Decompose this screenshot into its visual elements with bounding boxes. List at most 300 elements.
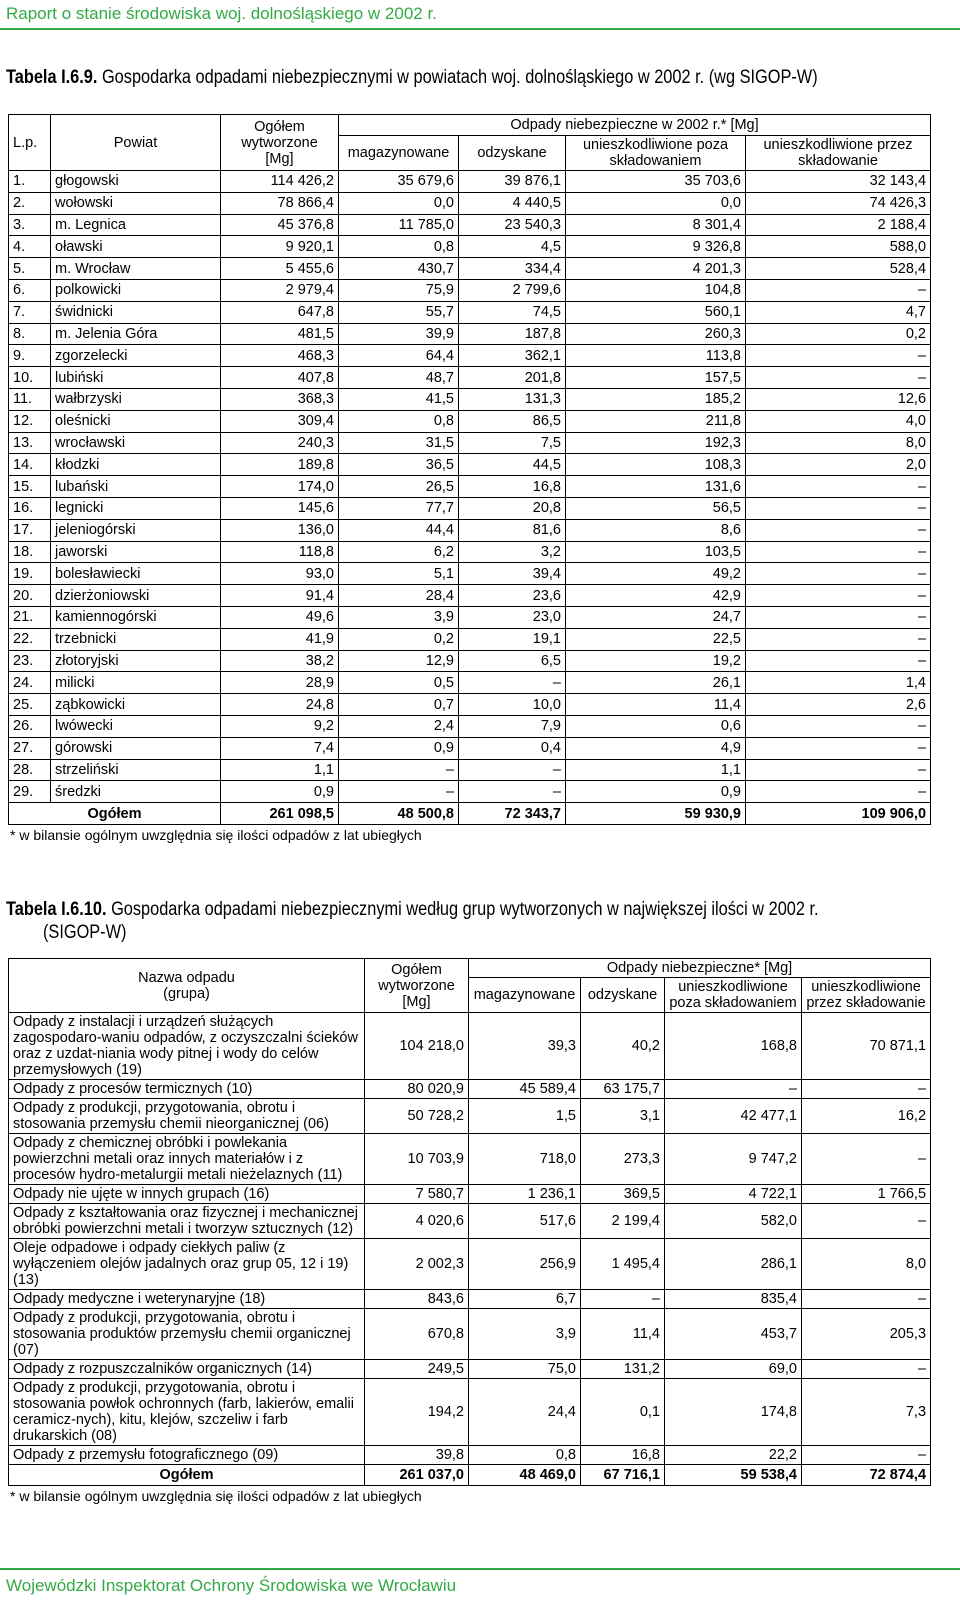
powiat-name: jaworski xyxy=(51,541,221,563)
value-cell: 194,2 xyxy=(365,1379,469,1446)
value-cell: 260,3 xyxy=(566,323,746,345)
table1-header-col: unieszkodliwione przez składowanie xyxy=(746,136,931,171)
value-cell: 835,4 xyxy=(665,1290,802,1309)
value-cell: 48,7 xyxy=(339,367,459,389)
powiat-name: lwówecki xyxy=(51,715,221,737)
page-footer-text: Wojewódzki Inspektorat Ochrony Środowiska we Wrocławiu xyxy=(6,1576,457,1595)
value-cell: 1,1 xyxy=(566,759,746,781)
value-cell: 2 188,4 xyxy=(746,214,931,236)
value-cell: 407,8 xyxy=(221,367,339,389)
value-cell: 35 703,6 xyxy=(566,171,746,193)
value-cell: 23,6 xyxy=(459,585,566,607)
value-cell: 2,4 xyxy=(339,715,459,737)
powiat-name: wałbrzyski xyxy=(51,388,221,410)
value-cell: – xyxy=(746,541,931,563)
row-number: 2. xyxy=(9,192,51,214)
value-cell: 670,8 xyxy=(365,1309,469,1360)
value-cell: 5 455,6 xyxy=(221,258,339,280)
value-cell: 168,8 xyxy=(665,1013,802,1080)
value-cell: 63 175,7 xyxy=(581,1080,665,1099)
value-cell: 42,9 xyxy=(566,585,746,607)
table2-title: Gospodarka odpadami niebezpiecznymi według grup wytworzonych w największej ilości w 2002 r. xyxy=(111,899,819,920)
total-label: Ogółem xyxy=(9,1465,365,1486)
row-number: 29. xyxy=(9,781,51,803)
value-cell: 39,3 xyxy=(469,1013,581,1080)
page-footer xyxy=(0,1568,960,1602)
table-row xyxy=(9,258,931,280)
waste-name: Odpady medyczne i weterynaryjne (18) xyxy=(9,1290,365,1309)
value-cell: 157,5 xyxy=(566,367,746,389)
table-row xyxy=(9,650,931,672)
table1-header-ogolem: Ogółem wytworzone [Mg] xyxy=(221,115,339,171)
total-value: 59 930,9 xyxy=(566,803,746,825)
powiat-name: kamiennogórski xyxy=(51,606,221,628)
value-cell: 2,0 xyxy=(746,454,931,476)
value-cell: 0,6 xyxy=(566,715,746,737)
row-number: 18. xyxy=(9,541,51,563)
value-cell: 16,8 xyxy=(581,1446,665,1465)
value-cell: – xyxy=(665,1080,802,1099)
waste-name: Odpady z kształtowania oraz fizycznej i mechanicznej obróbki powierzchni metali i tworzyw sztucznych (12) xyxy=(9,1204,365,1239)
value-cell: 131,3 xyxy=(459,388,566,410)
table1-header-col: magazynowane xyxy=(339,136,459,171)
total-value: 48 469,0 xyxy=(469,1465,581,1486)
value-cell: 11 785,0 xyxy=(339,214,459,236)
value-cell: 1,4 xyxy=(746,672,931,694)
powiat-name: polkowicki xyxy=(51,279,221,301)
powiat-name: oławski xyxy=(51,236,221,258)
value-cell: 174,0 xyxy=(221,476,339,498)
value-cell: 4,0 xyxy=(746,410,931,432)
waste-name: Odpady z instalacji i urządzeń służących zagospodaro-waniu odpadów, z oczyszczalni ścieków oraz z uzdat-niania wody pitnej i wody do celów przemysłowych (19) xyxy=(9,1013,365,1080)
table1-header-powiat: Powiat xyxy=(51,115,221,171)
table-row xyxy=(9,1185,931,1204)
value-cell: 86,5 xyxy=(459,410,566,432)
waste-name: Odpady z produkcji, przygotowania, obrotu i stosowania przemysłu chemii nieorganicznej (06) xyxy=(9,1099,365,1134)
row-number: 8. xyxy=(9,323,51,345)
value-cell: 44,4 xyxy=(339,519,459,541)
row-number: 4. xyxy=(9,236,51,258)
value-cell: 49,2 xyxy=(566,563,746,585)
value-cell: 9 920,1 xyxy=(221,236,339,258)
value-cell: 1 495,4 xyxy=(581,1239,665,1290)
value-cell: 7,3 xyxy=(802,1379,931,1446)
value-cell: 26,5 xyxy=(339,476,459,498)
table-row xyxy=(9,781,931,803)
value-cell: 481,5 xyxy=(221,323,339,345)
value-cell: 28,9 xyxy=(221,672,339,694)
value-cell: – xyxy=(746,519,931,541)
value-cell: – xyxy=(459,672,566,694)
value-cell: 647,8 xyxy=(221,301,339,323)
row-number: 20. xyxy=(9,585,51,607)
value-cell: 113,8 xyxy=(566,345,746,367)
value-cell: 211,8 xyxy=(566,410,746,432)
value-cell: 286,1 xyxy=(665,1239,802,1290)
value-cell: – xyxy=(802,1080,931,1099)
value-cell: 103,5 xyxy=(566,541,746,563)
value-cell: – xyxy=(802,1290,931,1309)
value-cell: 4 020,6 xyxy=(365,1204,469,1239)
footer-rule xyxy=(0,1568,960,1570)
table-row xyxy=(9,497,931,519)
waste-name: Odpady z chemicznej obróbki i powlekania powierzchni metali oraz innych materiałów i z procesów hydro-metalurgii metali nieżelaznych (11) xyxy=(9,1134,365,1185)
row-number: 3. xyxy=(9,214,51,236)
value-cell: 104 218,0 xyxy=(365,1013,469,1080)
table-total-row xyxy=(9,803,931,825)
table-row xyxy=(9,301,931,323)
value-cell: 19,2 xyxy=(566,650,746,672)
row-number: 21. xyxy=(9,606,51,628)
header-rule xyxy=(0,28,960,30)
table-row xyxy=(9,410,931,432)
powiat-name: jeleniogórski xyxy=(51,519,221,541)
value-cell: – xyxy=(459,759,566,781)
powiat-name: legnicki xyxy=(51,497,221,519)
value-cell: – xyxy=(746,650,931,672)
value-cell: 69,0 xyxy=(665,1360,802,1379)
value-cell: 453,7 xyxy=(665,1309,802,1360)
table1-header-group: Odpady niebezpieczne w 2002 r.* [Mg] xyxy=(339,115,931,136)
value-cell: 201,8 xyxy=(459,367,566,389)
value-cell: 189,8 xyxy=(221,454,339,476)
value-cell: 0,8 xyxy=(469,1446,581,1465)
value-cell: 2 199,4 xyxy=(581,1204,665,1239)
value-cell: 23,0 xyxy=(459,606,566,628)
value-cell: – xyxy=(746,606,931,628)
table-row xyxy=(9,171,931,193)
row-number: 17. xyxy=(9,519,51,541)
row-number: 13. xyxy=(9,432,51,454)
value-cell: 560,1 xyxy=(566,301,746,323)
value-cell: 205,3 xyxy=(802,1309,931,1360)
powiat-name: m. Jelenia Góra xyxy=(51,323,221,345)
value-cell: – xyxy=(802,1134,931,1185)
value-cell: – xyxy=(746,345,931,367)
table-row xyxy=(9,672,931,694)
value-cell: 0,5 xyxy=(339,672,459,694)
table1-label: Tabela I.6.9. xyxy=(6,67,98,88)
value-cell: 0,2 xyxy=(746,323,931,345)
table-row xyxy=(9,585,931,607)
value-cell: – xyxy=(802,1360,931,1379)
total-value: 48 500,8 xyxy=(339,803,459,825)
table-row xyxy=(9,737,931,759)
table2-caption xyxy=(6,898,819,944)
value-cell: 41,5 xyxy=(339,388,459,410)
value-cell: 131,6 xyxy=(566,476,746,498)
value-cell: 4,9 xyxy=(566,737,746,759)
value-cell: 4 201,3 xyxy=(566,258,746,280)
table1 xyxy=(8,114,931,825)
value-cell: 1,5 xyxy=(469,1099,581,1134)
value-cell: 2 002,3 xyxy=(365,1239,469,1290)
value-cell: 7,4 xyxy=(221,737,339,759)
value-cell: 6,5 xyxy=(459,650,566,672)
value-cell: 104,8 xyxy=(566,279,746,301)
value-cell: 38,2 xyxy=(221,650,339,672)
powiat-name: m. Legnica xyxy=(51,214,221,236)
value-cell: – xyxy=(746,759,931,781)
value-cell: 81,6 xyxy=(459,519,566,541)
value-cell: 249,5 xyxy=(365,1360,469,1379)
row-number: 15. xyxy=(9,476,51,498)
value-cell: – xyxy=(746,715,931,737)
table1-title: Gospodarka odpadami niebezpiecznymi w powiatach woj. dolnośląskiego w 2002 r. (wg SIGOP-W) xyxy=(101,67,818,88)
value-cell: 39,9 xyxy=(339,323,459,345)
table-row xyxy=(9,628,931,650)
value-cell: – xyxy=(746,585,931,607)
powiat-name: złotoryjski xyxy=(51,650,221,672)
powiat-name: bolesławiecki xyxy=(51,563,221,585)
total-label: Ogółem xyxy=(9,803,221,825)
value-cell: 843,6 xyxy=(365,1290,469,1309)
powiat-name: kłodzki xyxy=(51,454,221,476)
powiat-name: milicki xyxy=(51,672,221,694)
total-value: 72 874,4 xyxy=(802,1465,931,1486)
value-cell: 3,2 xyxy=(459,541,566,563)
value-cell: – xyxy=(746,279,931,301)
value-cell: 91,4 xyxy=(221,585,339,607)
value-cell: 0,0 xyxy=(566,192,746,214)
row-number: 6. xyxy=(9,279,51,301)
waste-name: Odpady z rozpuszczalników organicznych (14) xyxy=(9,1360,365,1379)
table2-header-col: odzyskane xyxy=(581,978,665,1013)
powiat-name: strzeliński xyxy=(51,759,221,781)
value-cell: 2 799,6 xyxy=(459,279,566,301)
total-value: 109 906,0 xyxy=(746,803,931,825)
value-cell: 56,5 xyxy=(566,497,746,519)
waste-name: Odpady z produkcji, przygotowania, obrotu i stosowania powłok ochronnych (farb, lakierów, emalii ceramicz-nych), kitu, klejów, szczeliw i farb drukarskich (08) xyxy=(9,1379,365,1446)
table-row xyxy=(9,1013,931,1080)
table-row xyxy=(9,541,931,563)
row-number: 19. xyxy=(9,563,51,585)
value-cell: 74,5 xyxy=(459,301,566,323)
table-row xyxy=(9,606,931,628)
value-cell: 8,6 xyxy=(566,519,746,541)
total-value: 67 716,1 xyxy=(581,1465,665,1486)
value-cell: 2,6 xyxy=(746,694,931,716)
value-cell: 588,0 xyxy=(746,236,931,258)
table1-header-col: odzyskane xyxy=(459,136,566,171)
table2-header-col: unieszkodliwione poza składowaniem xyxy=(665,978,802,1013)
total-value: 59 538,4 xyxy=(665,1465,802,1486)
value-cell: 75,0 xyxy=(469,1360,581,1379)
powiat-name: zgorzelecki xyxy=(51,345,221,367)
value-cell: 74 426,3 xyxy=(746,192,931,214)
value-cell: 4 722,1 xyxy=(665,1185,802,1204)
powiat-name: średzki xyxy=(51,781,221,803)
value-cell: – xyxy=(581,1290,665,1309)
value-cell: 9 747,2 xyxy=(665,1134,802,1185)
table2-header-group: Odpady niebezpieczne* [Mg] xyxy=(469,959,931,978)
value-cell: 64,4 xyxy=(339,345,459,367)
value-cell: 40,2 xyxy=(581,1013,665,1080)
value-cell: 192,3 xyxy=(566,432,746,454)
table2 xyxy=(8,958,931,1486)
table-row xyxy=(9,1080,931,1099)
total-value: 72 343,7 xyxy=(459,803,566,825)
row-number: 14. xyxy=(9,454,51,476)
table2-footnote: * w bilansie ogólnym uwzględnia się ilości odpadów z lat ubiegłych xyxy=(10,1488,422,1504)
value-cell: 39,8 xyxy=(365,1446,469,1465)
table-row xyxy=(9,1379,931,1446)
value-cell: 256,9 xyxy=(469,1239,581,1290)
value-cell: 24,7 xyxy=(566,606,746,628)
value-cell: 118,8 xyxy=(221,541,339,563)
table-row xyxy=(9,519,931,541)
value-cell: – xyxy=(339,759,459,781)
value-cell: – xyxy=(339,781,459,803)
value-cell: 0,8 xyxy=(339,410,459,432)
table-row xyxy=(9,1309,931,1360)
value-cell: 240,3 xyxy=(221,432,339,454)
value-cell: 77,7 xyxy=(339,497,459,519)
value-cell: 3,9 xyxy=(469,1309,581,1360)
value-cell: 334,4 xyxy=(459,258,566,280)
table-row xyxy=(9,432,931,454)
value-cell: 0,9 xyxy=(339,737,459,759)
waste-name: Odpady nie ujęte w innych grupach (16) xyxy=(9,1185,365,1204)
value-cell: 3,9 xyxy=(339,606,459,628)
powiat-name: oleśnicki xyxy=(51,410,221,432)
table1-caption xyxy=(6,66,818,89)
waste-name: Oleje odpadowe i odpady ciekłych paliw (z wyłączeniem olejów jadalnych oraz grup 05, 12 i 19) (13) xyxy=(9,1239,365,1290)
value-cell: 28,4 xyxy=(339,585,459,607)
value-cell: 6,2 xyxy=(339,541,459,563)
value-cell: 31,5 xyxy=(339,432,459,454)
table-total-row xyxy=(9,1465,931,1486)
waste-name: Odpady z produkcji, przygotowania, obrotu i stosowania produktów przemysłu chemii organicznej (07) xyxy=(9,1309,365,1360)
value-cell: 582,0 xyxy=(665,1204,802,1239)
value-cell: 23 540,3 xyxy=(459,214,566,236)
total-value: 261 098,5 xyxy=(221,803,339,825)
waste-name: Odpady z przemysłu fotograficznego (09) xyxy=(9,1446,365,1465)
powiat-name: wołowski xyxy=(51,192,221,214)
table-row xyxy=(9,214,931,236)
value-cell: 108,3 xyxy=(566,454,746,476)
value-cell: 0,4 xyxy=(459,737,566,759)
powiat-name: ząbkowicki xyxy=(51,694,221,716)
table-row xyxy=(9,476,931,498)
value-cell: 114 426,2 xyxy=(221,171,339,193)
table-row xyxy=(9,236,931,258)
value-cell: 9 326,8 xyxy=(566,236,746,258)
table-row xyxy=(9,367,931,389)
value-cell: 430,7 xyxy=(339,258,459,280)
row-number: 7. xyxy=(9,301,51,323)
value-cell: 42 477,1 xyxy=(665,1099,802,1134)
value-cell: 39 876,1 xyxy=(459,171,566,193)
value-cell: 41,9 xyxy=(221,628,339,650)
value-cell: 32 143,4 xyxy=(746,171,931,193)
value-cell: 528,4 xyxy=(746,258,931,280)
value-cell: 55,7 xyxy=(339,301,459,323)
powiat-name: świdnicki xyxy=(51,301,221,323)
row-number: 9. xyxy=(9,345,51,367)
table2-title-cont: (SIGOP-W) xyxy=(42,922,127,943)
value-cell: – xyxy=(746,476,931,498)
value-cell: 4 440,5 xyxy=(459,192,566,214)
table-row xyxy=(9,454,931,476)
value-cell: 24,8 xyxy=(221,694,339,716)
value-cell: 44,5 xyxy=(459,454,566,476)
table-row xyxy=(9,1099,931,1134)
value-cell: 50 728,2 xyxy=(365,1099,469,1134)
value-cell: 10,0 xyxy=(459,694,566,716)
value-cell: 11,4 xyxy=(566,694,746,716)
value-cell: 16,8 xyxy=(459,476,566,498)
table2-header-col: unieszkodliwione przez składowanie xyxy=(802,978,931,1013)
value-cell: 0,9 xyxy=(566,781,746,803)
table-row xyxy=(9,1446,931,1465)
value-cell: 19,1 xyxy=(459,628,566,650)
powiat-name: górowski xyxy=(51,737,221,759)
value-cell: 1 236,1 xyxy=(469,1185,581,1204)
value-cell: 8,0 xyxy=(802,1239,931,1290)
value-cell: 468,3 xyxy=(221,345,339,367)
value-cell: 20,8 xyxy=(459,497,566,519)
value-cell: 0,2 xyxy=(339,628,459,650)
value-cell: – xyxy=(746,781,931,803)
value-cell: 362,1 xyxy=(459,345,566,367)
table-row xyxy=(9,192,931,214)
value-cell: 75,9 xyxy=(339,279,459,301)
value-cell: 10 703,9 xyxy=(365,1134,469,1185)
value-cell: 5,1 xyxy=(339,563,459,585)
value-cell: 9,2 xyxy=(221,715,339,737)
row-number: 25. xyxy=(9,694,51,716)
value-cell: 0,9 xyxy=(221,781,339,803)
value-cell: 6,7 xyxy=(469,1290,581,1309)
table-row xyxy=(9,345,931,367)
page-header xyxy=(0,0,960,34)
value-cell: 369,5 xyxy=(581,1185,665,1204)
value-cell: 368,3 xyxy=(221,388,339,410)
value-cell: 35 679,6 xyxy=(339,171,459,193)
value-cell: 273,3 xyxy=(581,1134,665,1185)
powiat-name: wrocławski xyxy=(51,432,221,454)
table-row xyxy=(9,1204,931,1239)
table-row xyxy=(9,323,931,345)
value-cell: 22,5 xyxy=(566,628,746,650)
value-cell: 1 766,5 xyxy=(802,1185,931,1204)
table2-header-col: magazynowane xyxy=(469,978,581,1013)
row-number: 1. xyxy=(9,171,51,193)
value-cell: 2 979,4 xyxy=(221,279,339,301)
table1-header-col: unieszkodliwione poza składowaniem xyxy=(566,136,746,171)
value-cell: 80 020,9 xyxy=(365,1080,469,1099)
table-row xyxy=(9,1290,931,1309)
value-cell: 26,1 xyxy=(566,672,746,694)
table2-header-ogolem: Ogółem wytworzone [Mg] xyxy=(365,959,469,1013)
value-cell: 145,6 xyxy=(221,497,339,519)
value-cell: – xyxy=(746,563,931,585)
page-header-title: Raport o stanie środowiska woj. dolnośląskiego w 2002 r. xyxy=(6,4,437,23)
value-cell: – xyxy=(746,367,931,389)
table1-footnote: * w bilansie ogólnym uwzględnia się ilości odpadów z lat ubiegłych xyxy=(10,827,422,843)
row-number: 12. xyxy=(9,410,51,432)
value-cell: 12,9 xyxy=(339,650,459,672)
value-cell: 8,0 xyxy=(746,432,931,454)
value-cell: 517,6 xyxy=(469,1204,581,1239)
value-cell: 36,5 xyxy=(339,454,459,476)
value-cell: 22,2 xyxy=(665,1446,802,1465)
table-row xyxy=(9,1360,931,1379)
total-value: 261 037,0 xyxy=(365,1465,469,1486)
value-cell: – xyxy=(746,737,931,759)
value-cell: – xyxy=(802,1446,931,1465)
